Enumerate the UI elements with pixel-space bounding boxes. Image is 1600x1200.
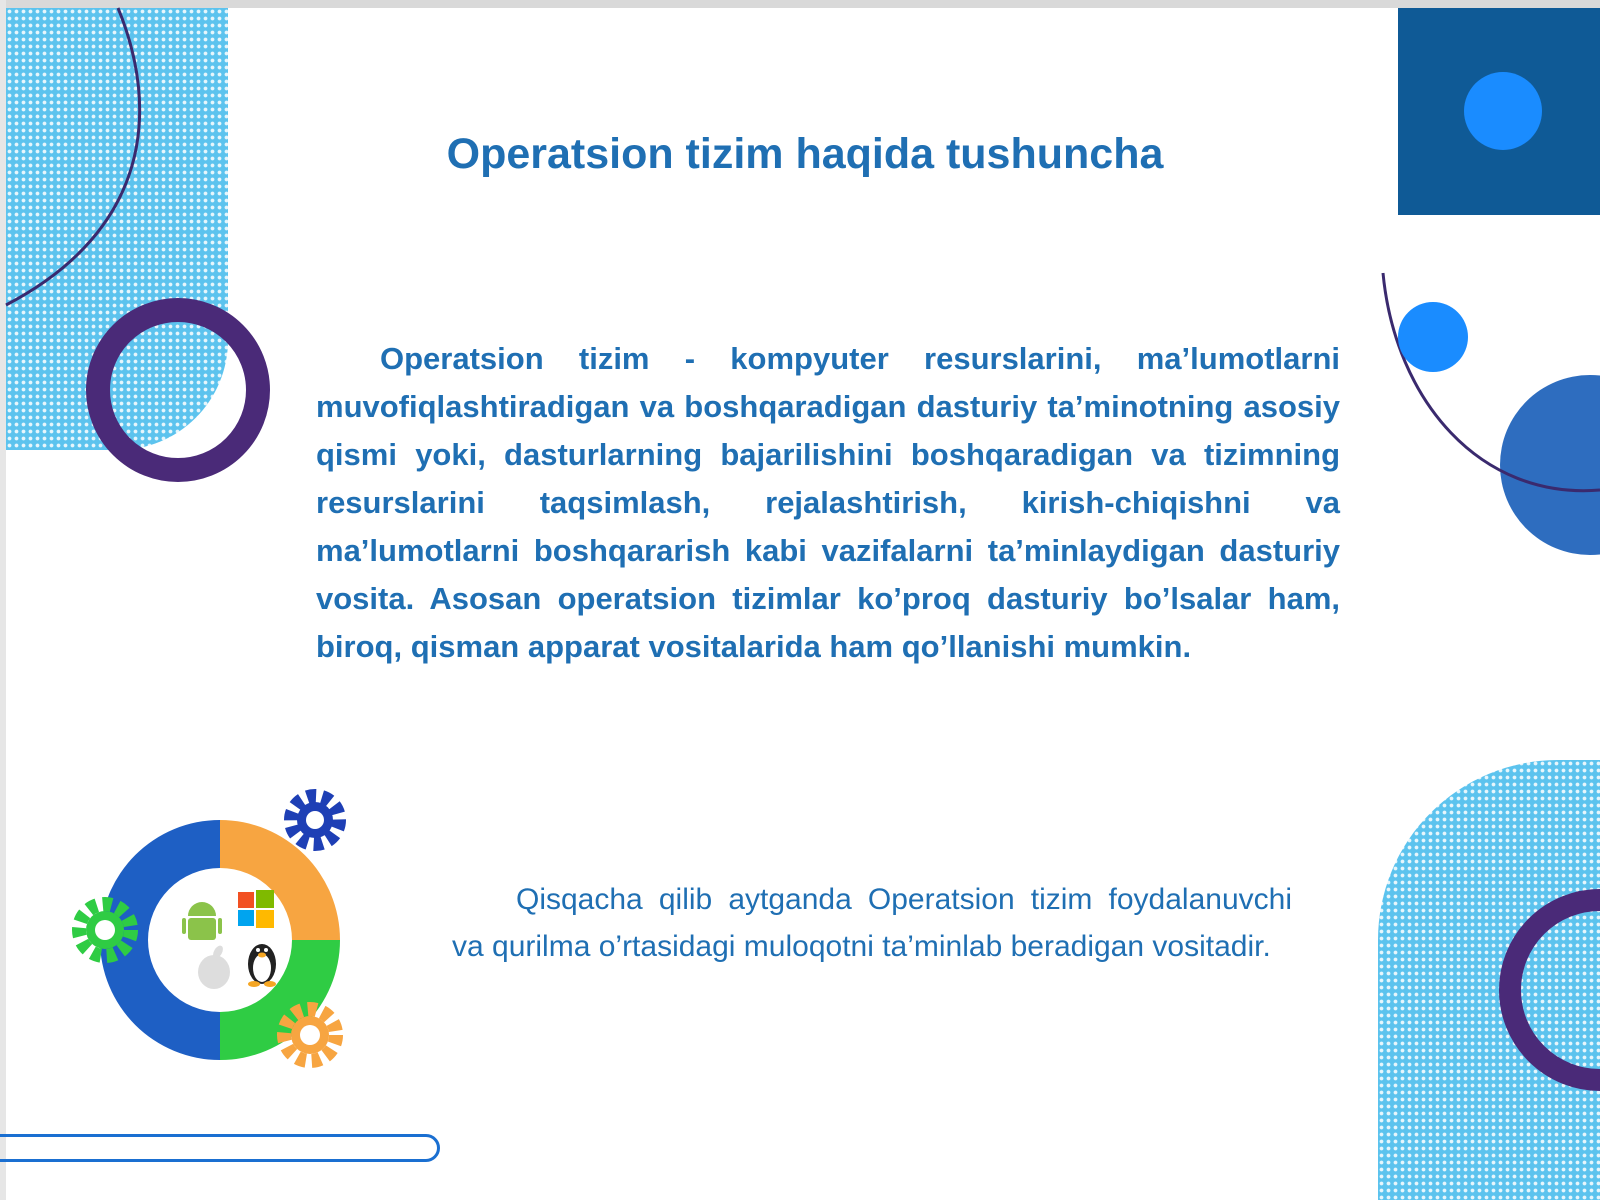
purple-ring-bottom-right bbox=[1510, 900, 1600, 1080]
green-gear-icon bbox=[79, 904, 131, 956]
definition-paragraph: Operatsion tizim - kompyuter resurslarini, ma’lumotlarni muvofiqlashtiradigan va boshqaradigan dasturiy ta’minotning asosiy qismi yoki, dasturlarning bajarilishini boshqaradigan va tizimning resurslarini taqsimlash, rejalashtirish, kirish-chiqishni va ma’lumotlarni boshqararish kabi vazifalarni ta’minlaydigan dasturiy vosita. Asosan operatsion tizimlar ko’proq dasturiy bo’lsalar ham, biroq, qisman apparat vositalarida ham qo’llanishi mumkin. bbox=[316, 341, 1340, 664]
summary-paragraph: Qisqacha qilib aytganda Operatsion tizim foydalanuvchi va qurilma o’rtasidagi muloqotni ta’minlab beradigan vositadir. bbox=[452, 883, 1292, 963]
purple-ring-left bbox=[98, 310, 258, 470]
rounded-bar-decoration bbox=[0, 1134, 440, 1162]
blue-gear-icon bbox=[291, 796, 339, 844]
slide-title: Operatsion tizim haqida tushuncha bbox=[446, 130, 1164, 178]
curve-line-top-left bbox=[6, 8, 140, 305]
small-blue-dot-right bbox=[1398, 302, 1468, 372]
blue-circle-right bbox=[1500, 375, 1600, 555]
operating-systems-gears-logo-icon bbox=[60, 780, 380, 1100]
